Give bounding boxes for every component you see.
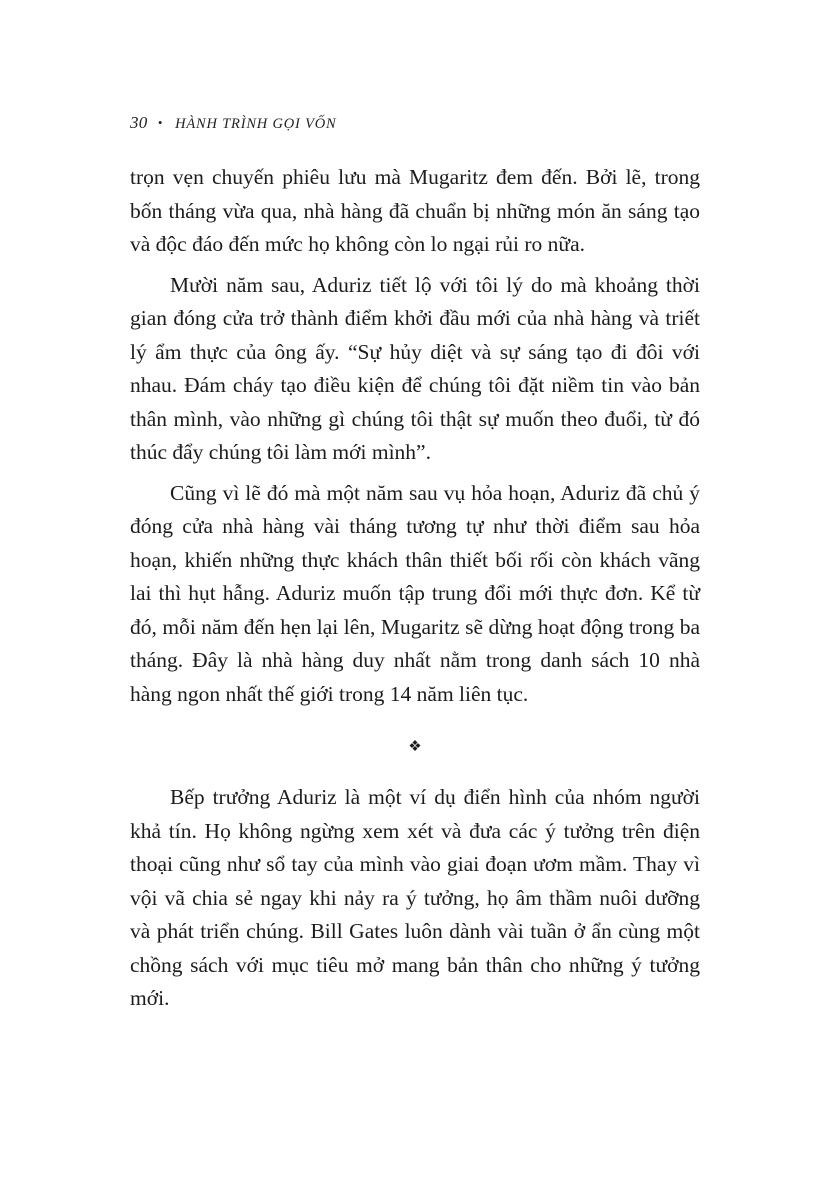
page-header [130, 113, 700, 133]
section-separator-icon: ❖ [408, 739, 422, 755]
paragraph: trọn vẹn chuyến phiêu lưu mà Mugaritz đem đến. Bởi lẽ, trong bốn tháng vừa qua, nhà hàng đã chuẩn bị những món ăn sáng tạo và độc đáo đến mức họ không còn lo ngại rủi ro nữa. [130, 165, 700, 256]
header-bullet-separator: • [157, 115, 163, 130]
paragraph: Bếp trưởng Aduriz là một ví dụ điển hình của nhóm người khả tín. Họ không ngừng xem xét và đưa các ý tưởng trên điện thoại cũng như sổ tay của mình vào giai đoạn ươm mầm. Thay vì vội vã chia sẻ ngay khi nảy ra ý tưởng, họ âm thầm nuôi dưỡng và phát triển chúng. Bill Gates luôn dành vài tuần ở ẩn cùng một chồng sách với mục tiêu mở mang bản thân cho những ý tưởng mới. [130, 785, 700, 1010]
paragraph: Cũng vì lẽ đó mà một năm sau vụ hỏa hoạn, Aduriz đã chủ ý đóng cửa nhà hàng vài tháng tương tự như thời điểm sau hỏa hoạn, khiến những thực khách thân thiết bối rối còn khách vãng lai thì hụt hẫng. Aduriz muốn tập trung đổi mới thực đơn. Kể từ đó, mỗi năm đến hẹn lại lên, Mugaritz sẽ dừng hoạt động trong ba tháng. Đây là nhà hàng duy nhất nằm trong danh sách 10 nhà hàng ngon nhất thế giới trong 14 năm liên tục. [130, 480, 700, 706]
page-number: 30 [130, 113, 148, 132]
page-body [130, 161, 700, 1016]
running-head-title: HÀNH TRÌNH GỌI VỐN [175, 116, 337, 132]
paragraph: Mười năm sau, Aduriz tiết lộ với tôi lý do mà khoảng thời gian đóng cửa trở thành điểm khởi đầu mới của nhà hàng và triết lý ẩm thực của ông ấy. “Sự hủy diệt và sự sáng tạo đi đôi với nhau. Đám cháy tạo điều kiện để chúng tôi đặt niềm tin vào bản thân mình, vào những gì chúng tôi thật sự muốn theo đuổi, từ đó thúc đẩy chúng tôi làm mới mình”. [130, 272, 700, 464]
